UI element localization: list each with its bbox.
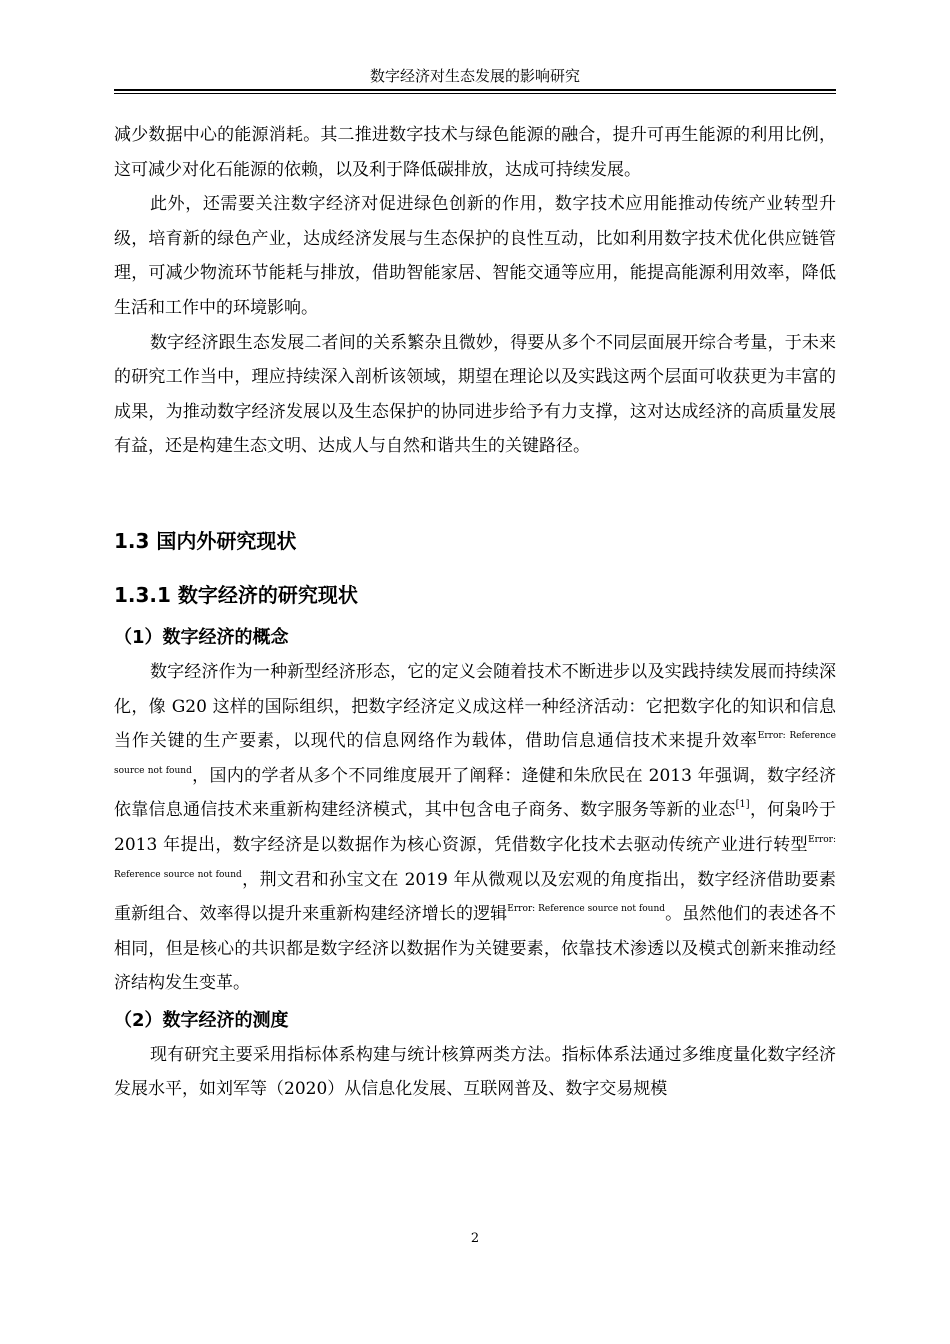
reference-error: Error: Reference source not found [507, 904, 666, 915]
citation-ref: [1] [735, 799, 750, 811]
concept-sentence-5: 。虽然他们的表述各不相同，但是核心的共识都是数字经济以数据作为关键要素，依靠技术渗透以及模式创新来推动经济结构发生变革。 [114, 904, 837, 994]
paragraph-measure: 现有研究主要采用指标体系构建与统计核算两类方法。指标体系法通过多维度量化数字经济发展水平，如刘军等（2020）从信息化发展、互联网普及、数字交易规模 [114, 1044, 836, 1100]
heading-1-3: 1.3 国内外研究现状 [114, 528, 297, 553]
reference-error: Error: Reference source not found [114, 834, 836, 880]
paragraph-concept [114, 655, 836, 1001]
header-rule-thin [114, 93, 836, 94]
page-body [114, 118, 836, 1107]
concept-sentence-4: ，荆文君和孙宝文在 2019 年从微观以及宏观的角度指出，数字经济借助要素重新组合、效率得以提升来重新构建经济增长的逻辑 [114, 869, 836, 925]
paragraph-green-innovation: 此外，还需要关注数字经济对促进绿色创新的作用，数字技术应用能推动传统产业转型升级，培育新的绿色产业，达成经济发展与生态保护的良性互动，比如利用数字技术优化供应链管理，可减少物流环节能耗与排放，借助智能家居、智能交通等应用，能提高能源利用效率，降低生活和工作中的环境影响。 [114, 194, 836, 318]
heading-1-3-1: 1.3.1 数字经济的研究现状 [114, 582, 358, 607]
concept-sentence-2: ，国内的学者从多个不同维度展开了阐释：逄健和朱欣民在 2013 年强调，数字经济依靠信息通信技术来重新构建经济模式，其中包含电子商务、数字服务等新的业态 [114, 765, 836, 821]
reference-error: Error: Reference source not found [114, 731, 837, 776]
heading-concept: （1）数字经济的概念 [114, 626, 289, 648]
heading-measure: （2）数字经济的测度 [114, 1009, 289, 1031]
paragraph-continued: 减少数据中心的能源消耗。其二推进数字技术与绿色能源的融合，提升可再生能源的利用比例，这可减少对化石能源的依赖，以及利于降低碳排放，达成可持续发展。 [114, 125, 836, 180]
concept-sentence-3: ，何枭吟于 2013 年提出，数字经济是以数据作为核心资源，凭借数字化技术去驱动传统产业进行转型 [114, 800, 837, 855]
paragraph-relationship: 数字经济跟生态发展二者间的关系繁杂且微妙，得要从多个不同层面展开综合考量，于未来的研究工作当中，理应持续深入剖析该领域，期望在理论以及实践这两个层面可收获更为丰富的成果，为推动数字经济发展以及生态保护的协同进步给予有力支撑，这对达成经济的高质量发展有益，还是构建生态文明、达成人与自然和谐共生的关键路径。 [114, 332, 836, 457]
running-header: 数字经济对生态发展的影响研究 [369, 67, 580, 85]
concept-sentence-1: 数字经济作为一种新型经济形态，它的定义会随着技术不断进步以及实践持续发展而持续深化，像 G20 这样的国际组织，把数字经济定义成这样一种经济活动：它把数字化的知识和信息当作关键的生产要素，以现代的信息网络作为载体，借助信息通信技术来提升效率 [114, 661, 836, 752]
page-number: 2 [470, 1231, 480, 1246]
header-rule-thick [114, 89, 836, 91]
